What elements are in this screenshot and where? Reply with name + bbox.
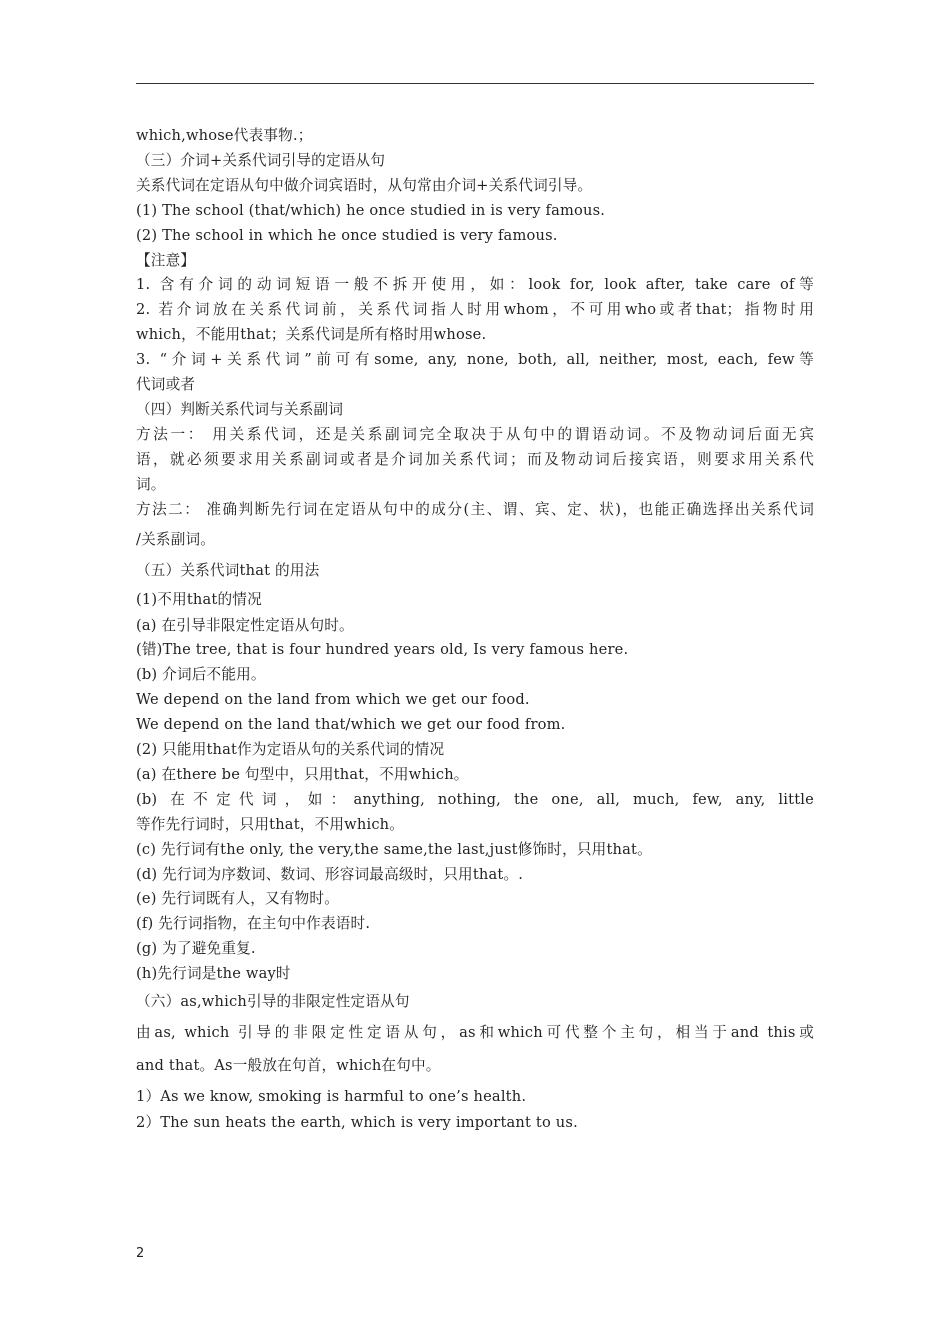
text-line: (g) 为了避免重复. [136,940,256,958]
example-sentence: (1) The school (that/which) he once studied in is very famous. [136,201,606,219]
text-line: which,whose代表事物.； [136,127,313,144]
text-line: (2) 只能用that作为定语从句的关系代词的情况 [136,741,445,759]
text-line: (h)先行词是the way时 [136,965,291,983]
text-line: 方法二： 准确判断先行词在定语从句中的成分(主、谓、宾、定、状)，也能正确选择出关系代词 [136,500,814,518]
text-line: 方法一： 用关系代词，还是关系副词完全取决于从句中的谓语动词。不及物动词后面无宾 [136,425,814,443]
text-line: 语，就必须要求用关系副词或者是介词加关系代词；而及物动词后接宾语，则要求用关系代 [136,450,814,468]
text-line: (d) 先行词为序数词、数词、形容词最高级时，只用that。. [136,865,524,883]
note-heading: 【注意】 [136,251,196,269]
text-line: (e) 先行词既有人，又有物时。 [136,890,339,908]
text-line: (a) 在there be 句型中，只用that，不用which。 [136,765,469,783]
text-line: 代词或者 [136,376,196,394]
text-line: 1. 含有介词的动词短语一般不拆开使用，如：look for, look after, take care of等 [136,276,814,294]
example-sentence: (错)The tree, that is four hundred years old, Is very famous here. [136,641,629,659]
header-rule [136,83,814,84]
text-line: (1)不用that的情况 [136,590,262,608]
text-line: and that。As一般放在句首，which在句中。 [136,1057,441,1075]
example-sentence: 2）The sun heats the earth, which is very important to us. [136,1114,578,1132]
example-sentence: We depend on the land from which we get our food. [136,691,530,709]
section-heading: （三）介词+关系代词引导的定语从句 [136,151,386,169]
example-sentence: (2) The school in which he once studied is very famous. [136,226,558,244]
section-heading: （四）判断关系代词与关系副词 [136,400,344,418]
text-line: which，不能用that；关系代词是所有格时用whose. [136,326,487,344]
page-number: 2 [136,1246,145,1261]
text-line: (a) 在引导非限定性定语从句时。 [136,616,354,634]
example-sentence: 1）As we know, smoking is harmful to one’s health. [136,1088,527,1106]
text-line: 由as, which 引导的非限定性定语从句，as和which可代整个主句，相当于and this或 [136,1024,814,1042]
text-line: 词。 [136,475,166,493]
text-line: 3. “介词+关系代词”前可有some, any, none, both, all, neither, most, each, few等 [136,351,814,369]
section-heading: （五）关系代词that 的用法 [136,561,320,579]
text-line: /关系副词。 [136,530,216,548]
page-body [136,124,814,1136]
text-line: 关系代词在定语从句中做介词宾语时，从句常由介词+关系代词引导。 [136,176,593,194]
text-line: 2. 若介词放在关系代词前，关系代词指人时用whom，不可用who或者that；指物时用 [136,301,814,319]
text-line: 等作先行词时，只用that，不用which。 [136,815,405,833]
example-sentence: We depend on the land that/which we get our food from. [136,716,566,734]
text-line: (b) 在不定代词，如：anything, nothing, the one, all, much, few, any, little [136,790,814,808]
section-heading: （六）as,which引导的非限定性定语从句 [136,993,410,1011]
text-line: (b) 介词后不能用。 [136,666,266,684]
text-line: (c) 先行词有the only, the very,the same,the last,just修饰时，只用that。 [136,840,652,858]
text-line: (f) 先行词指物，在主句中作表语时. [136,915,371,933]
